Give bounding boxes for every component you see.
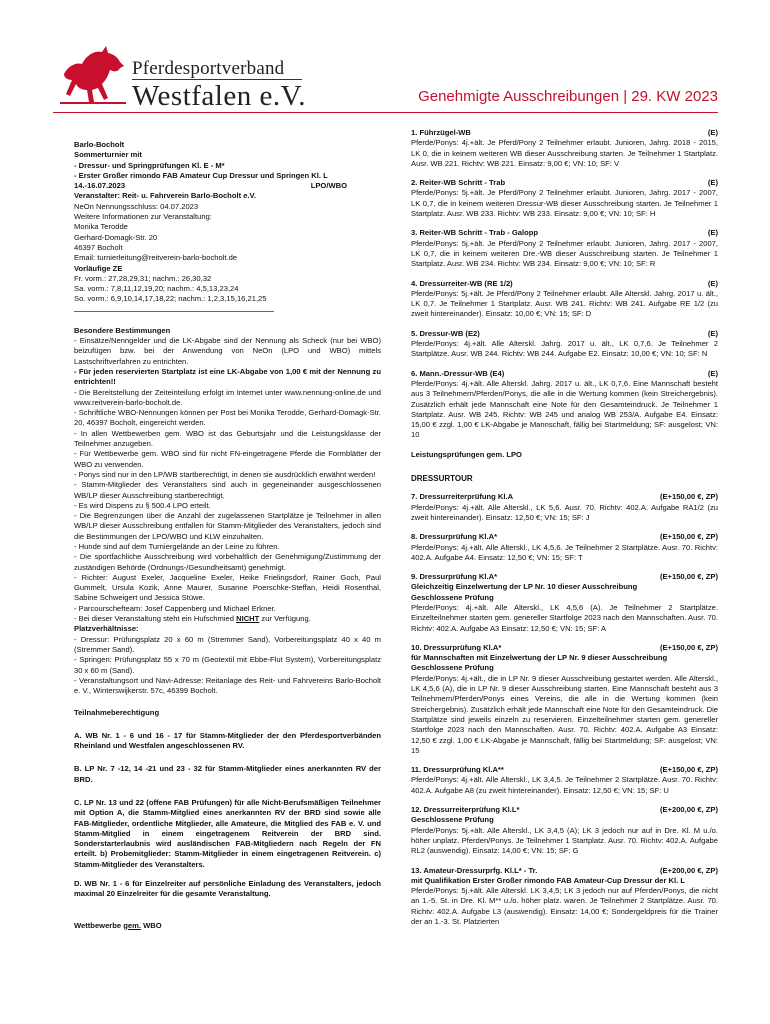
listing-head-row (411, 279, 718, 289)
listing-title: 8. Dressurprüfung Kl.A* (411, 532, 498, 542)
horse-icon (58, 44, 128, 106)
teil-b: B. LP Nr. 7 -12, 14 -21 und 23 - 32 für Stamm-Mitglieder eines anerkannten RV der BRD. (74, 764, 381, 784)
listing-title: 7. Dressurreiterprüfung Kl.A (411, 492, 514, 502)
listing-text: Pferde/Ponys: 5j.+ält. Je Pferd/Pony 2 Teilnehmer erlaubt. Junioren, Jahrg. 2017 - 2007, LK 0,7, die in keinem weiteren Dre.-WB dieser Ausschreibung starten. Je Teilnehmer 1 Startplatz. Ausr. WB 234. Richtv: WB 234. Einsatz: 9,00 €; VN: 10; SF: R (411, 238, 718, 269)
listing-title: 3. Reiter-WB Schritt - Trab - Galopp (411, 228, 538, 238)
listing-head-row (411, 765, 718, 775)
listing-title: 13. Amateur-Dressurprfg. Kl.L* - Tr. (411, 865, 538, 875)
listing-text: Pferde/Ponys: 5j.+ält. Alle Alterskl. LK 3,4,5; LK 3 jedoch nur auf Pferden/Ponys, die nicht an 1.-5. St. in Dre. Kl. M** u./o. höher platz. waren. Je Teilnehmer 2 Startplätze. Ausr. 70. Richtv: 402.A. Aufgabe L3 (auswendig). Einsatz: 14,00 €; Sondergeldpreis für die Trainer der an 1.-3. St. Platzierten (411, 886, 718, 926)
listing-item (411, 492, 718, 523)
listing-subtitle: für Mannschaften mit Einzelwertung der LP Nr. 9 dieser Ausschreibung Geschlossene Prüfung (411, 653, 668, 673)
listing-text: Pferde/Ponys: 4j.+ält. Alle Alterskl., LK 3,4,5. Je Teilnehmer 2 Startplätze. Ausr. 70. Richtv: 402.A. Aufgabe A8 (zu zweit hintereinander). Einsatz: 12,50 €; VN: 15; SF: U (411, 775, 718, 795)
listing-title: 11. Dressurprüfung Kl.A** (411, 765, 504, 775)
event-title-line: Sommerturnier mit (74, 150, 142, 160)
teil-d: D. WB Nr. 1 - 6 für Einzelreiter auf persönliche Einladung des Veranstalters, jedoch maximal 20 Einzelreiter für die gesamte Veranstaltung. (74, 879, 381, 899)
special-bold: - Für jeden reservierten Startplatz ist eine LK-Abgabe von 1,00 € mit der Nennung zu entrichten!! (74, 366, 381, 387)
wbo-list (411, 128, 718, 441)
listing-tag: (E) (707, 128, 718, 137)
listing-item (411, 643, 718, 756)
prelim-line: Fr. vorm.: 27,28,29,31; nachm.: 26,30,32 (74, 273, 212, 283)
listing-head-row (411, 329, 718, 339)
teil-a: A. WB Nr. 1 - 6 und 16 - 17 für Stamm-Mitglieder der den Pferdesportverbänden Rheinland und Westfalen angeschlossenen RV. (74, 730, 381, 751)
listing-item (411, 532, 718, 563)
place-title: Platzverhältnisse: (74, 624, 139, 634)
listing-tag: (E+200,00 €, ZP) (659, 805, 718, 815)
listing-text: Pferde/Ponys: 4j.+ält. Alle Alterskl., LK 5,6. Ausr. 70. Richtv: 402.A. Aufgabe RA1/2 (zu zweit hintereinander). Einsatz: 12,50 €; VN: 15; SF: J (411, 502, 718, 522)
listing-item (411, 369, 718, 441)
special-title: Besondere Bestimmungen (74, 325, 171, 335)
listing-tag: (E) (707, 228, 718, 238)
listing-head-row (411, 805, 718, 815)
listing-head-row (411, 643, 718, 653)
listing-item (411, 572, 718, 634)
lpo-title: Leistungsprüfungen gem. LPO (411, 449, 522, 459)
dressurtour-title: DRESSURTOUR (411, 474, 473, 484)
listing-title: 10. Dressurprüfung Kl.A* (411, 642, 502, 652)
listing-head-row (411, 128, 718, 138)
listing-tag: (E+150,00 €, ZP) (659, 532, 718, 542)
listing-subtitle: Gleichzeitig Einzelwertung der LP Nr. 10 dieser Ausschreibung Geschlossene Prüfung (411, 582, 638, 602)
info-line: NeOn Nennungsschluss: 04.07.2023 (74, 201, 199, 211)
teil-title: Teilnahmeberechtigung (74, 708, 160, 718)
listing-head-row (411, 178, 718, 188)
listing-head-row (411, 492, 718, 502)
event-date-row (74, 181, 381, 191)
info-line: Monika Terodde (74, 222, 128, 232)
header-rule (53, 112, 718, 113)
listing-tag: (E) (707, 368, 718, 378)
listing-text: Pferde/Ponys: 5j.+ält. Je Pferd/Pony 2 Teilnehmer erlaubt. Alle Alterskl. Jahrg. 2017 u. ält., LK 0,7. Je Teilnehmer 1 Startplatz. Ausr. WB 241. Richtv: WB 241. Aufgabe RE 1/2 (zu zweit hintereinander). Einsatz: 10,00 €; VN: 15; SF: D (411, 288, 718, 319)
hufschmied-note (74, 614, 381, 624)
listing-subtitle: Geschlossene Prüfung (411, 815, 494, 825)
listing-text: Pferde/Ponys: 4j.+ält. Alle Alterskl. Jahrg. 2017 u. ält., LK 0,7,6. Je Teilnehmer 2 Startplätze. Ausr. WB 244. Richtv: WB 244. Aufgabe E2. Einsatz: 10,00 €; VN: 10; SF: N (411, 339, 718, 359)
special-text: - Die Bereitstellung der Zeiteinteilung erfolgt im Internet unter www.nennung-online.de und www.reitverein-barlo-bocholt.de. - Schriftliche WBO-Nennungen können per Post bei Monika Terodde, Gerhard-Domagk-Str. 20, 46397 Bocholt, eingereicht werden. - In allen Wettbewerben gem. WBO ist das Geburtsjahr und die Leistungsklasse der Teilnehmer anzugeben. - Für Wettbewerbe gem. WBO sind für nicht FN-eingetragene Pferde die Formblätter der WBO zu verwenden. - Ponys sind nur in den LP/WB startberechtigt, in denen sie ausdrücklich erwähnt werden! - Stamm-Mitglieder des Veranstalters sind auch in gegeneinander ausgeschlossenen WB/LP dieser Ausschreibung startberechtigt. - Es wird Dispens zu § 500.4 LPO erteilt. - Die Begrenzungen über die Anzahl der zugelassenen Startplätze je Teilnehmer in allen WB/LP dieser Ausschreibung entfallen für Stamm-Mitglieder des Veranstalters, jedoch sind die Bestimmungen der LPO/WBO und KLW einzuhalten. - Hunde sind auf dem Turniergelände an der Leine zu führen. - Die sportfachliche Ausschreibung wird vorbehaltlich der Genehmigung/Zustimmung der zuständigen Behörde (Ordnungs-/Gesundheitsamt) genehmigt. - Richter: August Exeler, Jacqueline Exeler, Heike Frielingsdorf, Rainer Goch, Paul Gummelt, Ursula Kozik, Anne Maurer, Susanne Poerschke-Steffan, Heidi Rosenthal, Sabine Schweigert und Jessica Stüwe. - Parcourschefteam: Josef Cappenberg und Michael Erkner. (74, 387, 381, 613)
prelim-title: Vorläufige ZE (74, 263, 123, 273)
event-title (74, 140, 381, 202)
event-title-line: - Erster Großer rimondo FAB Amateur Cup Dressur und Springen Kl. L (74, 170, 328, 180)
listing-text: Pferde/Ponys: 4j.+ält. Alle Alterskl., LK 4,5,6. Je Teilnehmer 2 Startplätze. Ausr. 70. Richtv: 402.A. Aufgabe A4. Einsatz: 12,50 €; VN: 15; SF: T (411, 542, 718, 562)
listing-tag: (E) (707, 328, 718, 338)
lpo-list (411, 492, 718, 927)
wb-pre: Wettbewerbe (74, 920, 124, 930)
prelim-line: Sa. vorm.: 7,8,11,12,19,20; nachm.: 4,5,13,23,24 (74, 284, 239, 294)
listing-item (411, 279, 718, 320)
place-text: - Dressur: Prüfungsplatz 20 x 60 m (Stremmer Sand), Vorbereitungsplatz 40 x 40 m (Stremmer Sand). - Springen: Prüfungsplatz 55 x 70 m (Geotextil mit Ebbe-Flut System), Vorbereitungsplatz 30 x 60 m (Sand). - Veranstaltungsort und Navi-Adresse: Reitanlage des Reit- und Fahrvereins Barlo-Bocholt e. V., Winterswijkerstr. 57c, 46399 Bocholt. (74, 634, 381, 696)
wb-heading (74, 921, 381, 931)
event-title-line: Barlo-Bocholt (74, 140, 125, 149)
listing-item (411, 805, 718, 856)
listing-title: 2. Reiter-WB Schritt - Trab (411, 178, 506, 188)
event-title-line: - Dressur- und Springprüfungen Kl. E - M* (74, 160, 225, 170)
prelim-line: So. vorm.: 6,9,10,14,17,18,22; nachm.: 1,2,3,15,16,21,25 (74, 294, 267, 304)
listing-text: Pferde/Ponys: 4j.+ält. Je Pferd/Pony 2 Teilnehmer erlaubt. Junioren, Jahrg. 2018 - 2015, LK 0, die in keinem weiteren WB dieser Ausschreibung starten. Je Teilnehmer 1 Startplatz. Ausr. WB 221. Richtv: WB 221. Einsatz: 9,00 €; VN: 10; SF: V (411, 138, 718, 168)
org-name-line1: Pferdesportverband (132, 58, 285, 79)
listing-item (411, 228, 718, 269)
hufschmied-emphasis: NICHT (236, 614, 260, 624)
teil-c: C. LP Nr. 13 und 22 (offene FAB Prüfungen) für alle Nicht-Berufsmäßigen Teilnehmer mit Option A, die Stamm-Mitglied eines anerkannten RV der BRD sind sowie alle FAB-Mitglieder, ordentliche Mitglieder, alle Amateure, die Mitglied des FAB e. V. und Stamm-Mitglied in einem eingetragenem Reitverein der BRD sind. Sonderstarterlaubnis wird ausländischen FAB-Mitgliedern nach Regeln der FN erteilt. b) Probemitglieder: Stamm-Mitglieder in einem eingetragenen Reitverein. c) Stamm-Mitglieder des Veranstalters. (74, 797, 381, 869)
listing-head-row (411, 572, 718, 582)
left-column (74, 140, 381, 931)
listing-text: Pferde/Ponys: 4j.+ält. Alle Alterskl., LK 4,5,6 (A). Je Teilnehmer 2 Startplätze. Einzelteilnehmer starten gem. genereller Startfolge 2023 nach den Mannschaften. Ausr. 70. Richtv: 402.A. Aufgabe A3 Einsatz: 12,50 €; VN: 15; SF: A (411, 602, 718, 633)
listing-tag: (E+200,00 €, ZP) (659, 865, 718, 875)
listing-item (411, 329, 718, 360)
listing-head-row (411, 369, 718, 379)
email-link[interactable]: Email: turnierleitung@reitverein-barlo-bocholt.de (74, 253, 238, 263)
listing-tag: (E+150,00 €, ZP) (659, 765, 718, 775)
listing-tag: (E) (707, 278, 718, 288)
listing-item (411, 765, 718, 796)
wb-post: WBO (140, 920, 162, 930)
event-date: 14.-16.07.2023 (74, 181, 126, 191)
info-line: 46397 Bocholt (74, 242, 123, 252)
listing-title: 9. Dressurprüfung Kl.A* (411, 572, 498, 582)
listing-tag: (E+150,00 €, ZP) (659, 572, 718, 582)
listing-item (411, 128, 718, 169)
listing-text: Pferde/Ponys: 5j.+ält. Alle Alterskl., LK 3,4,5 (A); LK 3 jedoch nur auf in Dre. Kl. M u./o. höher unplatz. Pferden/Ponys. Je Teilnehmer 1 Startplatz. Ausr. 70. Richtv: 402.A. Aufgabe RL2 (auswendig). Einsatz: 14,00 €; VN: 15; SF: G (411, 825, 718, 856)
listing-tag: (E+150,00 €, ZP) (659, 642, 718, 652)
listing-head-row (411, 866, 718, 876)
listing-text: Pferde/Ponys: 4j.+ält., die in LP Nr. 9 dieser Ausschreibung gestartet werden. Alle Alterskl., LK 4,5,6 (A), die in LP Nr. 9 dieser Ausschreibung starten. Eine Mannschaft besteht aus 3 Teilnehmern/Pferden/Ponys eines Vereins, die alle in die Wertung kommen (kein Streichergebnis). Zusätzlich erhält jede Mannschaft eine Note für den Gesamteindruck. Die Startplätze sind jeweils einzeln zu reservieren. Einzelteilnehmer starten gem. genereller Startfolge 2023 nach den Mannschaften. Ausr. 70. Richtv: 402.A. Aufgabe A3 Einsatz: 12,50 € zzgl. 1,00 € LK-Abgabe je Mannschaft, fällig bei Startmeldung; SF: ausgelost; VN: 15 (411, 673, 718, 755)
hufschmied-pre: - Bei dieser Veranstaltung steht ein Hufschmied (74, 614, 237, 624)
listing-text: Pferde/Ponys: 4j.+ält. Alle Alterskl. Jahrg. 2017 u. ält., LK 0,7,6. Eine Mannschaft besteht aus 3 Teilnehmern/Pferden/Ponys, die alle in die Wertung kommen (kein Streichergebnis). Zusätzlich erhält jede Mannschaft eine Note für den Gesamteindruck. Je Teilnehmer 1 Startplatz. Ausr. WB 245. Richtv: WB 245 und analog WB 253/A. Aufgabe E4. Einsatz: 15,00 € zzgl. 1,00 € LK-Abgabe je Mannschaft, fällig bei Startmeldung; SF: ausgelost; VN: 10 (411, 378, 718, 440)
listing-item (411, 866, 718, 928)
listing-head-row (411, 228, 718, 238)
divider (74, 311, 274, 312)
page-title: Genehmigte Ausschreibungen | 29. KW 2023 (418, 88, 718, 105)
organizer: Veranstalter: Reit- u. Fahrverein Barlo-Bocholt e.V. (74, 191, 257, 201)
org-name-line2: Westfalen e.V. (132, 80, 307, 112)
event-code: LPO/WBO (310, 181, 347, 191)
hufschmied-post: zur Verfügung. (259, 614, 311, 624)
listing-head-row (411, 532, 718, 542)
listing-title: 12. Dressurreiterprüfung Kl.L* (411, 805, 520, 815)
listing-tag: (E+150,00 €, ZP) (659, 492, 718, 502)
info-line: Weitere Informationen zur Veranstaltung: (74, 212, 212, 222)
listing-text: Pferde/Ponys: 5j.+ält. Je Pferd/Pony 2 Teilnehmer erlaubt. Junioren, Jahrg. 2017 - 2007, LK 0,7, die in keinem weiteren Dressur-WB dieser Ausschreibung starten. Je Teilnehmer 1 Startplatz. Ausr. WB 233. Richtv: WB 233. Einsatz: 9,00 €; VN: 10; SF: H (411, 188, 718, 219)
listing-title: 4. Dressurreiter-WB (RE 1/2) (411, 278, 513, 288)
info-line: Gerhard-Domagk-Str. 20 (74, 232, 158, 242)
listing-tag: (E) (707, 178, 718, 188)
wb-gem: gem. (123, 920, 141, 930)
right-column (411, 128, 718, 936)
listing-title: 6. Mann.-Dressur-WB (E4) (411, 368, 505, 378)
listing-title: 1. Führzügel-WB (411, 128, 471, 137)
listing-title: 5. Dressur-WB (E2) (411, 328, 480, 338)
special-text: - Einsätze/Nenngelder und die LK-Abgabe sind der Nennung als Scheck (nur bei WBO) beizufügen bzw. bei der Anwendung von NeOn (LPO und WBO) mittels Lastschriftverfahren zu entrichten. (74, 336, 381, 366)
listing-item (411, 178, 718, 219)
listing-subtitle: mit Qualifikation Erster Großer rimondo FAB Amateur-Cup Dressur der Kl. L (411, 875, 685, 885)
